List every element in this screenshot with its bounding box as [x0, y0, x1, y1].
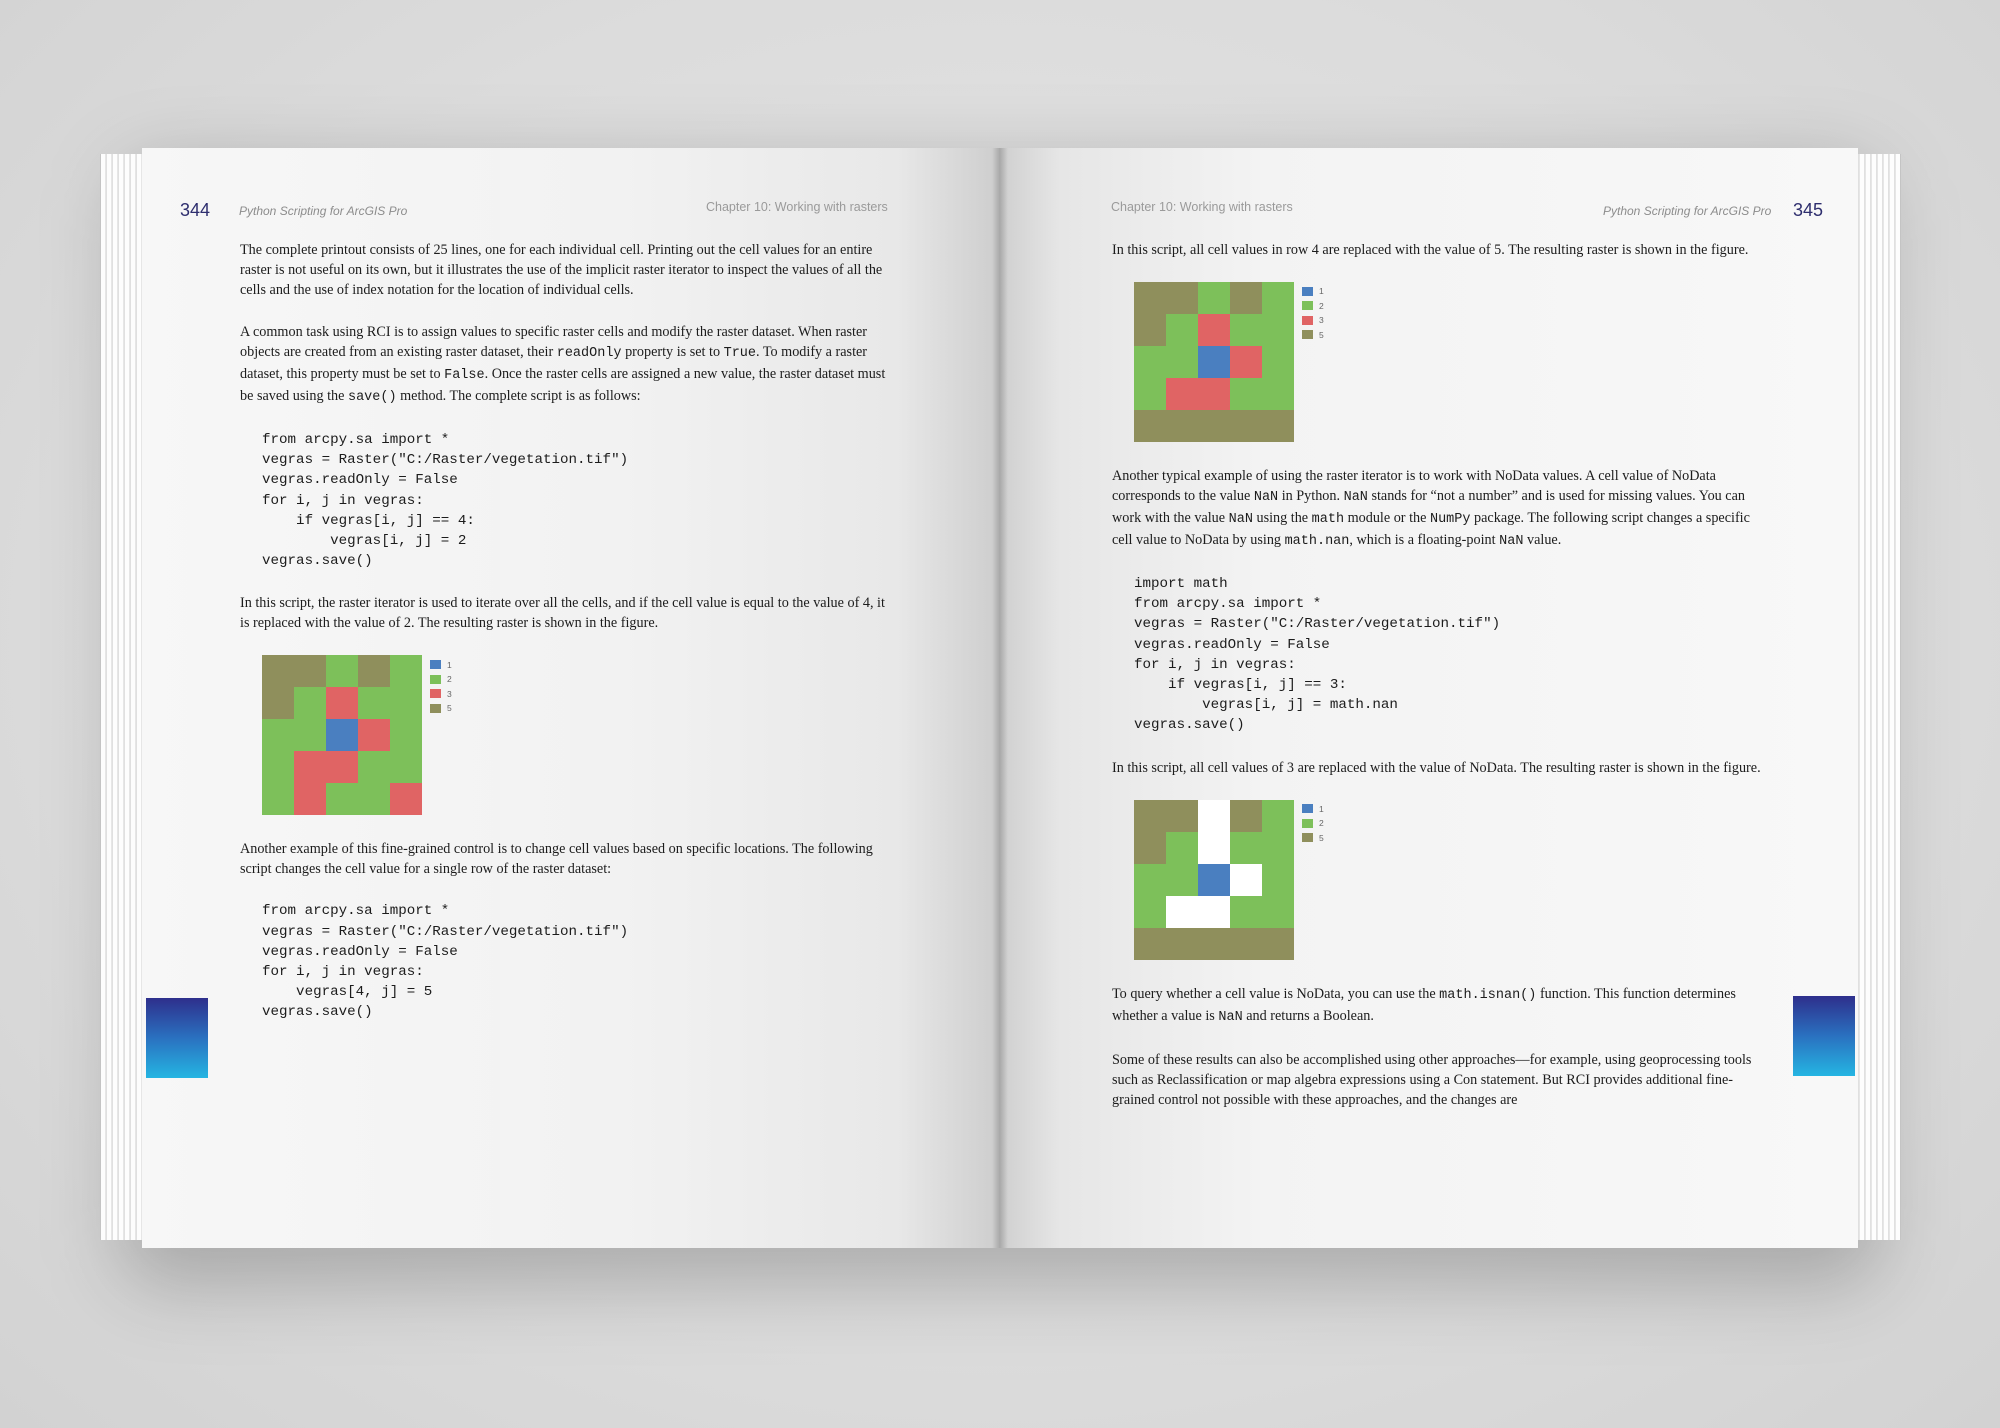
paragraph: In this script, the raster iterator is used to iterate over all the cells, and if the cell value is equal to the value of 4, it is replaced with the value of 2. The resulting raster is shown in the figure.: [240, 595, 885, 632]
raster-cell: [1262, 282, 1294, 314]
legend-swatch: [430, 660, 441, 669]
raster-cell: [1230, 378, 1262, 410]
raster-cell: [1230, 928, 1262, 960]
raster-cell: [1134, 832, 1166, 864]
raster-cell: [390, 655, 422, 687]
running-header-chapter: Chapter 10: Working with rasters: [706, 200, 888, 214]
legend-item: [430, 701, 452, 716]
page-content: [240, 240, 890, 1045]
paragraph: In this script, all cell values in row 4 are replaced with the value of 5. The resulting raster is shown in the figure.: [1112, 242, 1749, 258]
legend-item: [1302, 313, 1324, 328]
raster-cell: [1262, 346, 1294, 378]
raster-cell: [358, 751, 390, 783]
paragraph: Another example of this fine-grained control is to change cell values based on specific locations. The following script changes the cell value for a single row of the raster dataset:: [240, 841, 873, 878]
raster-cell: [1134, 800, 1166, 832]
paragraph: A common task using RCI is to assign values to specific raster cells and modify the raster dataset. When raster objects are created from an existing raster dataset, their readOnly property is set to True. To modify a raster dataset, this property must be set to False. Once the raster cells are assigned a new value, the raster dataset must be saved using the save() method. The complete script is as follows:: [240, 324, 886, 405]
legend-swatch: [1302, 819, 1313, 828]
raster-cell: [294, 783, 326, 815]
raster-cell: [1134, 928, 1166, 960]
raster-cell: [1166, 346, 1198, 378]
legend-item: [1302, 802, 1324, 817]
legend-label: 2: [1319, 300, 1324, 311]
raster-cell: [1262, 314, 1294, 346]
raster-cell: [294, 655, 326, 687]
legend-label: 5: [1319, 329, 1324, 340]
page-number: 345: [1793, 200, 1824, 220]
running-header-book-title: Python Scripting for ArcGIS Pro: [1603, 204, 1772, 218]
raster-cell: [1166, 928, 1198, 960]
raster-cell: [294, 751, 326, 783]
running-header-book-title: Python Scripting for ArcGIS Pro: [239, 204, 408, 218]
page-number: 344: [180, 200, 211, 220]
legend-item: [430, 686, 452, 701]
legend-item: [1302, 328, 1324, 343]
left-page: [142, 148, 1000, 1248]
legend-label: 1: [447, 659, 452, 670]
raster-cell: [1230, 800, 1262, 832]
raster-cell: [1166, 410, 1198, 442]
book-gutter: [992, 148, 1008, 1248]
paragraph: The complete printout consists of 25 lines, one for each individual cell. Printing out the cell values for an entire raster is not useful on its own, but it illustrates the use of the implicit raster iterator to inspect the values of all the cells and the use of index notation for the location of individual cells.: [240, 242, 883, 298]
raster-cell: [1198, 282, 1230, 314]
raster-cell: [262, 687, 294, 719]
raster-cell: [326, 751, 358, 783]
raster-figure: [1134, 800, 1762, 960]
raster-cell: [1134, 282, 1166, 314]
chapter-thumb-tab: [146, 998, 208, 1078]
raster-cell: [1134, 378, 1166, 410]
raster-cell: [1262, 410, 1294, 442]
code-block: import math from arcpy.sa import * vegras = Raster("C:/Raster/vegetation.tif") vegras.readOnly = False for i, j in vegras: if vegras[i, j] == 3: vegras[i, j] = math.nan vegras.save(): [1134, 576, 1501, 734]
chapter-thumb-tab: [1793, 996, 1855, 1076]
legend-swatch: [1302, 301, 1313, 310]
raster-legend: [1302, 802, 1324, 846]
raster-cell: [1230, 864, 1262, 896]
code-block: from arcpy.sa import * vegras = Raster("C:/Raster/vegetation.tif") vegras.readOnly = False for i, j in vegras: if vegras[i, j] == 4: vegras[i, j] = 2 vegras.save(): [262, 432, 629, 570]
legend-item: [1302, 816, 1324, 831]
legend-swatch: [1302, 330, 1313, 339]
legend-label: 5: [447, 703, 452, 714]
running-header-chapter: Chapter 10: Working with rasters: [1111, 200, 1293, 214]
raster-cell: [1166, 864, 1198, 896]
legend-label: 2: [447, 674, 452, 685]
raster-cell: [390, 687, 422, 719]
legend-label: 3: [447, 688, 452, 699]
legend-swatch: [1302, 316, 1313, 325]
raster-figure: [1134, 282, 1762, 442]
raster-cell: [1262, 832, 1294, 864]
legend-label: 1: [1319, 286, 1324, 297]
raster-cell: [1262, 378, 1294, 410]
legend-swatch: [1302, 287, 1313, 296]
raster-cell: [326, 719, 358, 751]
raster-cell: [1166, 282, 1198, 314]
raster-cell: [326, 655, 358, 687]
raster-cell: [1134, 896, 1166, 928]
raster-cell: [1198, 864, 1230, 896]
legend-swatch: [1302, 833, 1313, 842]
raster-grid: [262, 655, 422, 815]
raster-cell: [1134, 410, 1166, 442]
raster-cell: [358, 719, 390, 751]
legend-item: [1302, 831, 1324, 846]
legend-swatch: [1302, 804, 1313, 813]
raster-cell: [262, 751, 294, 783]
raster-grid: [1134, 800, 1294, 960]
raster-cell: [1230, 410, 1262, 442]
raster-cell: [390, 783, 422, 815]
raster-cell: [294, 687, 326, 719]
raster-cell: [1198, 346, 1230, 378]
raster-grid: [1134, 282, 1294, 442]
raster-cell: [1166, 800, 1198, 832]
raster-legend: [1302, 284, 1324, 342]
paragraph: Some of these results can also be accomplished using other approaches—for example, using geoprocessing tools such as Reclassification or map algebra expressions using a Con statement. But RCI provides additional fine-grained control not possible with these approaches, and the changes are: [1112, 1051, 1752, 1108]
raster-cell: [1230, 896, 1262, 928]
code-block: from arcpy.sa import * vegras = Raster("C:/Raster/vegetation.tif") vegras.readOnly = False for i, j in vegras: vegras[4, j] = 5 vegras.save(): [262, 903, 629, 1021]
raster-cell: [326, 783, 358, 815]
raster-cell: [1198, 800, 1230, 832]
legend-item: [1302, 284, 1324, 299]
raster-figure: [262, 655, 890, 815]
raster-cell: [1198, 314, 1230, 346]
legend-item: [430, 672, 452, 687]
raster-cell: [1198, 378, 1230, 410]
raster-cell: [1166, 896, 1198, 928]
raster-cell: [262, 719, 294, 751]
raster-cell: [1134, 864, 1166, 896]
raster-cell: [1198, 410, 1230, 442]
paragraph: To query whether a cell value is NoData, you can use the math.isnan() function. This function determines whether a value is NaN and returns a Boolean.: [1112, 985, 1736, 1025]
legend-label: 1: [1319, 803, 1324, 814]
raster-cell: [1262, 928, 1294, 960]
raster-cell: [1198, 928, 1230, 960]
raster-cell: [358, 655, 390, 687]
raster-cell: [262, 655, 294, 687]
raster-cell: [1262, 896, 1294, 928]
raster-cell: [1230, 282, 1262, 314]
legend-swatch: [430, 675, 441, 684]
raster-cell: [1166, 832, 1198, 864]
raster-legend: [430, 657, 452, 715]
paragraph: Another typical example of using the raster iterator is to work with NoData values. A cell value of NoData corresponds to the value NaN in Python. NaN stands for “not a number” and is used for missing values. You can work with the value NaN using the math module or the NumPy package. The following script changes a specific cell value to NoData by using math.nan, which is a floating-point NaN value.: [1112, 468, 1750, 549]
raster-cell: [358, 687, 390, 719]
legend-label: 5: [1319, 832, 1324, 843]
raster-cell: [1134, 346, 1166, 378]
raster-cell: [1262, 864, 1294, 896]
raster-cell: [1166, 378, 1198, 410]
legend-label: 3: [1319, 315, 1324, 326]
raster-cell: [1134, 314, 1166, 346]
raster-cell: [1166, 314, 1198, 346]
legend-swatch: [430, 704, 441, 713]
raster-cell: [1230, 314, 1262, 346]
raster-cell: [262, 783, 294, 815]
raster-cell: [390, 719, 422, 751]
raster-cell: [358, 783, 390, 815]
legend-item: [1302, 299, 1324, 314]
raster-cell: [1198, 832, 1230, 864]
legend-item: [430, 657, 452, 672]
raster-cell: [1198, 896, 1230, 928]
paragraph: In this script, all cell values of 3 are replaced with the value of NoData. The resulting raster is shown in the figure.: [1112, 759, 1761, 776]
page-content: [1112, 240, 1762, 1132]
raster-cell: [390, 751, 422, 783]
raster-cell: [1230, 346, 1262, 378]
legend-label: 2: [1319, 818, 1324, 829]
raster-cell: [326, 687, 358, 719]
legend-swatch: [430, 689, 441, 698]
right-page: [1000, 148, 1858, 1248]
raster-cell: [294, 719, 326, 751]
raster-cell: [1262, 800, 1294, 832]
raster-cell: [1230, 832, 1262, 864]
